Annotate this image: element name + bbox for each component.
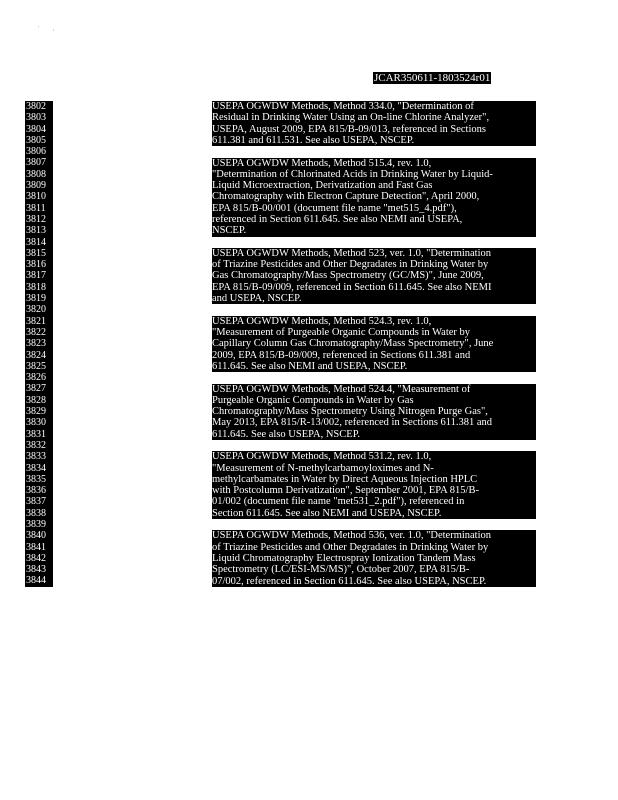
reference-entry: [212, 384, 536, 440]
line-number: 3836: [25, 485, 53, 496]
entry-line: of Triazine Pesticides and Other Degradates in Drinking Water by: [212, 541, 489, 553]
entry-line: USEPA OGWDW Methods, Method 334.0, "Determination of: [212, 101, 474, 112]
line-number: 3827: [25, 383, 53, 394]
line-number: 3826: [25, 372, 53, 383]
entry-line: and USEPA, NSCEP.: [212, 293, 302, 305]
line-number: 3821: [25, 316, 53, 327]
line-number: 3816: [25, 259, 53, 270]
line-number: 3844: [25, 575, 53, 586]
entry-line: Section 611.645. See also NEMI and USEPA, NSCEP.: [212, 507, 442, 519]
entry-line: USEPA OGWDW Methods, Method 531.2, rev. 1.0,: [212, 451, 432, 463]
line-number: 3843: [25, 564, 53, 575]
entry-line: 2009, EPA 815/B-09/009, referenced in Sections 611.381 and: [212, 349, 471, 361]
line-number: 3814: [25, 237, 53, 248]
line-number: 3822: [25, 327, 53, 338]
line-number: 3802: [25, 101, 53, 112]
line-number: 3813: [25, 225, 53, 236]
line-number: 3807: [25, 157, 53, 168]
line-number: 3808: [25, 169, 53, 180]
entry-line: Purgeable Organic Compounds in Water by Gas: [212, 394, 414, 406]
entry-line: May 2013, EPA 815/R-13/002, referenced in Sections 611.381 and: [212, 417, 493, 429]
line-number: 3834: [25, 463, 53, 474]
reference-entry: [212, 530, 536, 586]
line-number: 3806: [25, 146, 53, 157]
entry-line: USEPA OGWDW Methods, Method 515.4, rev. 1.0,: [212, 157, 432, 169]
line-number: 3828: [25, 395, 53, 406]
entry-line: 611.645. See also USEPA, NSCEP.: [212, 428, 360, 440]
line-number: 3831: [25, 429, 53, 440]
line-number: 3837: [25, 496, 53, 507]
entry-line: of Triazine Pesticides and Other Degradates in Drinking Water by: [212, 259, 489, 271]
entry-line: USEPA, August 2009, EPA 815/B-09/013, referenced in Sections: [212, 123, 486, 135]
line-number: 3835: [25, 474, 53, 485]
line-number: 3809: [25, 180, 53, 191]
line-number: 3820: [25, 304, 53, 315]
line-number: 3819: [25, 293, 53, 304]
line-number: 3805: [25, 135, 53, 146]
entry-line: Chromatography/Mass Spectrometry Using Nitrogen Purge Gas",: [212, 406, 488, 418]
reference-entry: [212, 316, 536, 372]
line-number-column: [25, 101, 53, 587]
entry-line: 01/002 (document file name "met531_2.pdf"), referenced in: [212, 496, 465, 508]
scan-specks: ' ,: [38, 26, 55, 32]
line-number: 3829: [25, 406, 53, 417]
line-number: 3817: [25, 270, 53, 281]
line-number: 3818: [25, 282, 53, 293]
entry-line: USEPA OGWDW Methods, Method 524.3, rev. 1.0,: [212, 315, 432, 327]
entry-line: USEPA OGWDW Methods, Method 536, ver. 1.0, "Determination: [212, 530, 492, 542]
line-number: 3840: [25, 530, 53, 541]
line-number: 3833: [25, 451, 53, 462]
line-number: 3832: [25, 440, 53, 451]
entry-line: USEPA OGWDW Methods, Method 523, ver. 1.0, "Determination: [212, 247, 492, 259]
entry-line: USEPA OGWDW Methods, Method 524.4, "Measurement of: [212, 383, 471, 395]
entry-line: EPA 815/B-09/009, referenced in Section 611.645. See also NEMI: [212, 281, 492, 293]
entry-line: EPA 815/B-00/001 (document file name "met515_4.pdf"),: [212, 202, 457, 214]
entry-line: "Determination of Chlorinated Acids in Drinking Water by Liquid-: [212, 168, 493, 180]
entry-line: Liquid Chromatography Electrospray Ionization Tandem Mass: [212, 552, 476, 564]
line-number: 3823: [25, 338, 53, 349]
line-number: 3804: [25, 124, 53, 135]
entry-line: Liquid Microextraction, Derivatization and Fast Gas: [212, 180, 433, 192]
line-number: 3842: [25, 553, 53, 564]
document-code-header: JCAR350611-1803524r01: [374, 72, 491, 84]
entry-line: 611.381 and 611.531. See also USEPA, NSCEP.: [212, 134, 415, 146]
entry-line: "Measurement of Purgeable Organic Compounds in Water by: [212, 326, 471, 338]
line-number: 3824: [25, 350, 53, 361]
entry-line: Capillary Column Gas Chromatography/Mass Spectrometry", June: [212, 338, 494, 350]
line-number: 3839: [25, 519, 53, 530]
entry-line: NSCEP.: [212, 225, 247, 237]
line-number: 3803: [25, 112, 53, 123]
entry-line: Gas Chromatography/Mass Spectrometry (GC/MS)", June 2009,: [212, 270, 484, 282]
entry-line: "Measurement of N-methylcarbamoyloximes and N-: [212, 462, 434, 474]
line-number: 3830: [25, 417, 53, 428]
entry-line: methylcarbamates in Water by Direct Aqueous Injection HPLC: [212, 473, 478, 485]
reference-entry: [212, 451, 536, 519]
entry-line: referenced in Section 611.645. See also NEMI and USEPA,: [212, 213, 463, 225]
reference-entry: [212, 158, 536, 237]
entry-line: Chromatography with Electron Capture Detection", April 2000,: [212, 191, 480, 203]
line-number: 3825: [25, 361, 53, 372]
entry-line: Spectrometry (LC/ESI-MS/MS)", October 2007, EPA 815/B-: [212, 564, 470, 576]
line-number: 3810: [25, 191, 53, 202]
line-number: 3812: [25, 214, 53, 225]
entry-line: Residual in Drinking Water Using an On-line Chlorine Analyzer",: [212, 112, 490, 124]
reference-entry: [212, 101, 536, 146]
line-number: 3838: [25, 508, 53, 519]
entry-line: 07/002, referenced in Section 611.645. See also USEPA, NSCEP.: [212, 575, 487, 587]
entry-line: with Postcolumn Derivatization", September 2001, EPA 815/B-: [212, 485, 479, 497]
line-number: 3815: [25, 248, 53, 259]
line-number: 3841: [25, 542, 53, 553]
entry-line: 611.645. See also NEMI and USEPA, NSCEP.: [212, 360, 408, 372]
line-number: 3811: [25, 203, 53, 214]
reference-entry: [212, 248, 536, 304]
